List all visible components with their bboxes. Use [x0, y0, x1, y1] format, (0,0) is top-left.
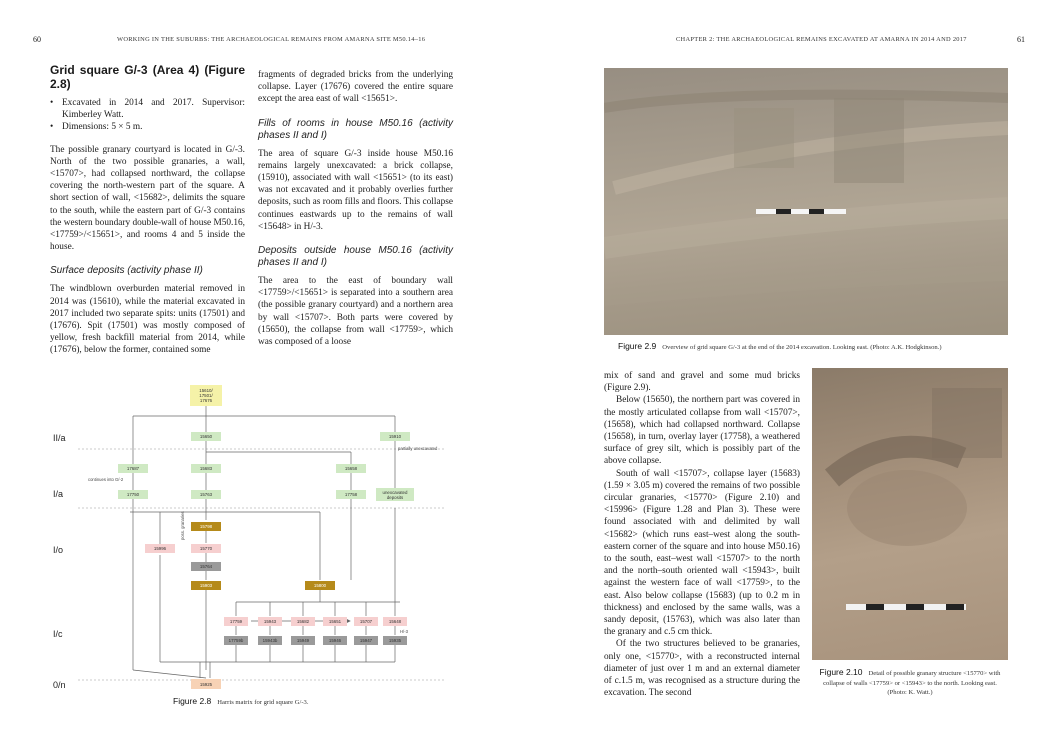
- harris-node: 15903: [191, 581, 221, 590]
- figure-caption-text: Detail of possible granary structure <15770> with collapse of walls <17759> or <15943> to the north. Looking east. (Photo: K. Watt.): [823, 670, 1001, 697]
- harris-node: 15943: [258, 617, 282, 626]
- harris-node: 17750: [118, 490, 148, 499]
- paragraph: Below (15650), the northern part was covered in the mostly articulated collapse from wall <15707>, (15658), which had collapsed northward. Collapse (15658), in turn, overlay layer (17758), a weathered surface of grey silt, which is possibly part of the above collapse.: [604, 395, 800, 467]
- harris-node: 15682: [291, 617, 315, 626]
- phase-label: I/a: [53, 489, 64, 499]
- right-running-head: CHAPTER 2: THE ARCHAEOLOGICAL REMAINS EXCAVATED AT AMARNA IN 2014 AND 2017: [676, 36, 967, 43]
- figure-2-10-photo: [812, 368, 1008, 660]
- harris-node: 15949: [291, 636, 315, 645]
- subheading: Deposits outside house M50.16 (activity phases II and I): [258, 245, 453, 269]
- harris-node-top: 15610/ 17501/ 17676: [190, 385, 222, 406]
- paragraph: mix of sand and gravel and some mud bricks (Figure 2.9).: [604, 371, 800, 394]
- right-column-1: [604, 370, 800, 699]
- paragraph: The possible granary courtyard is located in G/-3. North of the two possible granaries, a wall, <15707>, had collapsed northward, the collapse covering the north-western part of the square. A short section of wall, <15682>, delimits the square to the south, while the eastern part of G/-3 contains the western boundary double-wall of house M50.16, <17759>/<15651>, and rooms 4 and 5 inside the house.: [50, 144, 245, 253]
- figure-2-9-caption: [618, 342, 998, 353]
- harris-node: 15947: [354, 636, 378, 645]
- section-heading: Grid square G/-3 (Area 4) (Figure 2.8): [50, 63, 245, 91]
- bullet-item: • Dimensions: 5 × 5 m.: [62, 121, 245, 133]
- harris-node: 15764: [191, 562, 221, 571]
- figure-2-10-caption: [818, 668, 1002, 698]
- harris-node: 17758: [336, 490, 366, 499]
- photo-texture: [604, 68, 1008, 335]
- bullet-list: [50, 97, 245, 134]
- left-running-head: WORKING IN THE SUBURBS: THE ARCHAEOLOGICAL REMAINS FROM AMARNA SITE M50.14–16: [117, 36, 426, 43]
- figure-caption-text: Overview of grid square G/-3 at the end of the 2014 excavation. Looking east. (Photo: A.K. Hodgkinson.): [662, 344, 942, 351]
- phase-label: 0/n: [53, 680, 66, 690]
- paragraph: The area of square G/-3 inside house M50.16 remains largely unexcavated: a brick collapse, (15910), associated with wall <15651> (to its east) was not excavated and it probably overlies further deposits, such as room fills and floors. This collapse continues eastwards up to the remains of wall <15648> in H/-3.: [258, 148, 453, 232]
- note-h3: H/-3: [400, 629, 408, 634]
- harris-node: 15798: [191, 522, 221, 531]
- paragraph: The area to the east of boundary wall <17759>/<15651> is separated into a southern area (the possible granary courtyard) and a northern area by wall <15707>. Both parts were covered by (15650), the collapse from wall <17759>, which was composed of a loose: [258, 276, 453, 348]
- harris-node: 15651: [323, 617, 347, 626]
- bullet-item: • Excavated in 2014 and 2017. Supervisor: Kimberley Watt.: [62, 97, 245, 121]
- harris-node: 15658: [336, 464, 366, 473]
- figure-caption-text: Harris matrix for grid square G/-3.: [217, 699, 309, 706]
- harris-node: 15800: [305, 581, 335, 590]
- harris-matrix: [50, 380, 455, 700]
- left-column-2: [258, 69, 453, 348]
- harris-matrix-lines: [50, 380, 455, 700]
- harris-node: 17687: [118, 464, 148, 473]
- harris-node: 15910: [380, 432, 410, 441]
- note-partially-unexcavated: partially unexcavated: [398, 446, 438, 451]
- note-continues: continues into G/-2: [88, 477, 124, 482]
- left-page-number: 60: [33, 35, 41, 44]
- right-page-number: 61: [1017, 35, 1025, 44]
- harris-node: 15943b: [258, 636, 282, 645]
- figure-label: Figure 2.9: [618, 341, 657, 351]
- harris-node: unexcavated deposits: [376, 488, 414, 501]
- paragraph: South of wall <15707>, collapse layer (15683) (1.59 × 3.05 m) covered the remains of two possible circular granaries, <15770> (Figure 2.10) and <15996> (Figure 1.28 and Plan 3). These were found associated with and delimited by wall <15682> (which runs east–west along the south-eastern corner of the square and into house M50.16) to the south, east–west wall <15707> to the north and the north–south oriented wall <15943>, built against the western face of wall <17759>, to the east. Also below collapse (15683) (up to 0.2 m in thickness) and enclosed by the same walls, was a sandy deposit, (15763), which was also later than the granary and c.5 cm thick.: [604, 468, 800, 638]
- figure-2-8-caption: [173, 697, 308, 708]
- harris-node: 17759: [224, 617, 248, 626]
- figure-label: Figure 2.10: [819, 667, 863, 677]
- harris-node: 17759b: [224, 636, 248, 645]
- harris-node: 15763: [191, 490, 221, 499]
- phase-label: II/a: [53, 433, 66, 443]
- phase-label: I/c: [53, 629, 63, 639]
- harris-node: 15770: [191, 544, 221, 553]
- harris-node: 15946: [323, 636, 347, 645]
- subheading: Surface deposits (activity phase II): [50, 265, 203, 277]
- harris-node: 15996: [145, 544, 175, 553]
- harris-node: 15683: [191, 464, 221, 473]
- harris-node: 15925: [191, 679, 221, 689]
- paragraph: fragments of degraded bricks from the underlying collapse. Layer (17676) covered the entire square except the area east of wall <15651>.: [258, 70, 453, 105]
- note-granaries: poss. granaries: [180, 511, 185, 540]
- figure-label: Figure 2.8: [173, 696, 212, 706]
- harris-node: 15650: [191, 432, 221, 441]
- paragraph: Of the two structures believed to be granaries, only one, <15770>, with a reconstructed internal diameter of just over 1 m and an external diameter of c.1.5 m, was recognised as a structure during the excavation. The second: [604, 639, 800, 699]
- left-column-1: [50, 63, 245, 357]
- photo-texture: [812, 368, 1008, 660]
- paragraph: The windblown overburden material removed in 2014 was (15610), while the material excavated in 2017 included two separate spits: units (17501) and (17676). Spit (17501) was mostly composed of yellow, fresh backfill material from 2014, while (17676), below the former, contained some: [50, 284, 245, 356]
- harris-node: 15707: [354, 617, 378, 626]
- phase-label: I/o: [53, 545, 64, 555]
- harris-node: 15648: [383, 617, 407, 626]
- figure-2-9-photo: [604, 68, 1008, 335]
- subheading: Fills of rooms in house M50.16 (activity phases II and I): [258, 117, 453, 141]
- harris-node: 15935: [383, 636, 407, 645]
